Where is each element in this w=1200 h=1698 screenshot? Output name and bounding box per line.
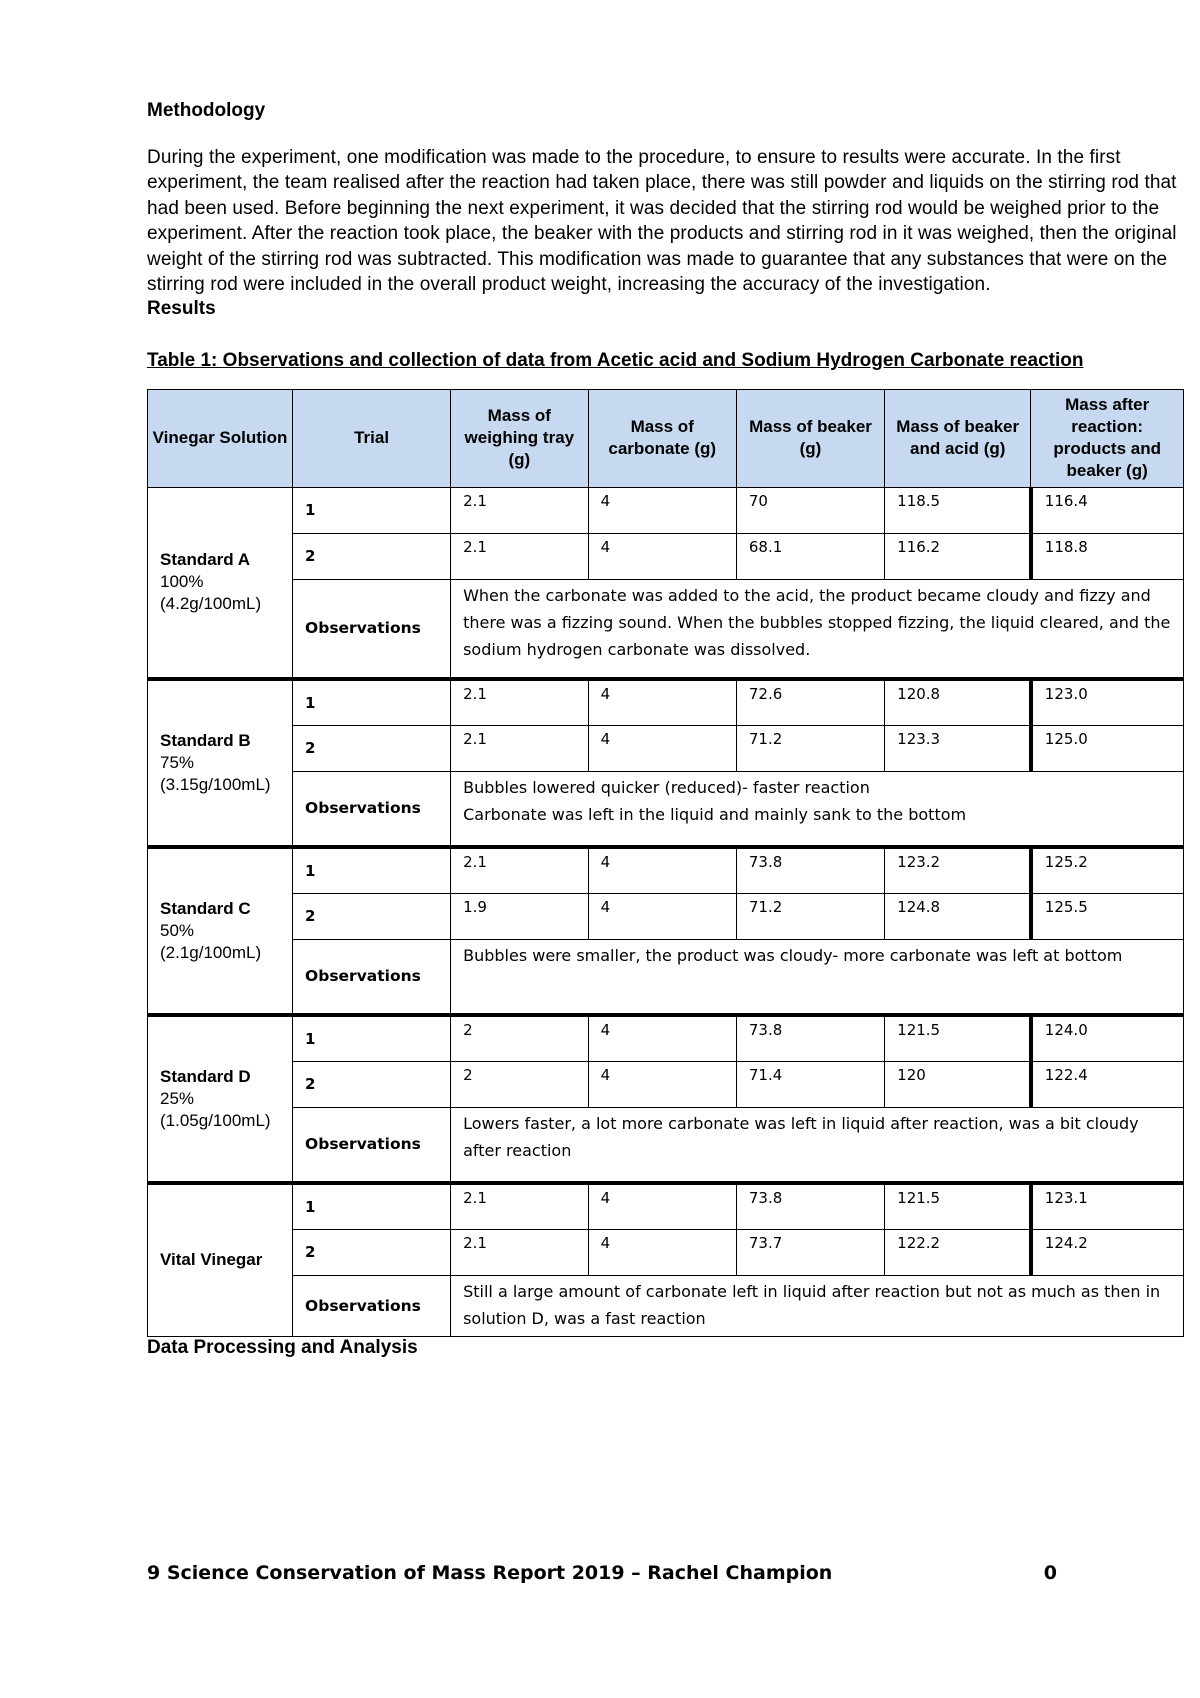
- header-solution: Vinegar Solution: [148, 389, 293, 487]
- methodology-paragraph: During the experiment, one modification was made to the procedure, to ensure to results were accurate. In the first experiment, the team realised after the reaction had taken place, there was still powder and liquids on the stirring rod that had been used. Before beginning the next experiment, it was decided that the stirring rod would be weighed prior to the experiment. After the reaction took place, the beaker with the products and stirring rod in it was weighed, then the original weight of the stirring rod was subtracted. This modification was made to guarantee that any substances that were on the stirring rod were included in the overall product weight, increasing the accuracy of the investigation.: [147, 146, 1177, 296]
- beaker-mass-cell: 73.8: [736, 1183, 884, 1229]
- beaker-mass-cell: 73.7: [736, 1229, 884, 1275]
- solution-percent: 25%: [160, 1089, 195, 1109]
- carbonate-mass-cell: 4: [588, 1015, 736, 1061]
- solution-concentration: (4.2g/100mL): [160, 594, 262, 614]
- tray-mass-cell: 2: [451, 1061, 588, 1107]
- beaker-acid-mass-cell: 123.2: [885, 847, 1031, 893]
- after-reaction-mass-cell: 125.0: [1031, 725, 1184, 771]
- table-row: [148, 1015, 1184, 1061]
- carbonate-mass-cell: 4: [588, 725, 736, 771]
- solution-cell: [148, 1015, 293, 1183]
- carbonate-mass-cell: 4: [588, 1061, 736, 1107]
- carbonate-mass-cell: 4: [588, 847, 736, 893]
- beaker-acid-mass-cell: 121.5: [885, 1015, 1031, 1061]
- beaker-acid-mass-cell: 124.8: [885, 893, 1031, 939]
- tray-mass-cell: 2: [451, 1015, 588, 1061]
- observations-label: Observations: [293, 1275, 451, 1336]
- observations-row: [148, 1275, 1184, 1336]
- tray-mass-cell: 2.1: [451, 1229, 588, 1275]
- observations-label: Observations: [293, 771, 451, 847]
- trial-cell: 1: [293, 1183, 451, 1229]
- footer-text: 9 Science Conservation of Mass Report 2019 – Rachel Champion: [147, 1562, 833, 1584]
- tray-mass-cell: 2.1: [451, 725, 588, 771]
- carbonate-mass-cell: 4: [588, 533, 736, 579]
- header-after: Mass after reaction: products and beaker (g): [1031, 389, 1184, 487]
- observations-row: [148, 1107, 1184, 1183]
- beaker-mass-cell: 73.8: [736, 847, 884, 893]
- carbonate-mass-cell: 4: [588, 1229, 736, 1275]
- solution-name: Standard B: [160, 731, 251, 751]
- carbonate-mass-cell: 4: [588, 893, 736, 939]
- observations-text: Lowers faster, a lot more carbonate was left in liquid after reaction, was a bit cloudy after reaction: [451, 1107, 1184, 1183]
- solution-percent: 50%: [160, 921, 195, 941]
- beaker-acid-mass-cell: 121.5: [885, 1183, 1031, 1229]
- solution-cell: [148, 847, 293, 1015]
- trial-cell: 1: [293, 679, 451, 725]
- beaker-acid-mass-cell: 118.5: [885, 487, 1031, 533]
- observations-row: [148, 771, 1184, 847]
- solution-cell: [148, 679, 293, 847]
- table-row: [148, 893, 1184, 939]
- solution-concentration: (1.05g/100mL): [160, 1111, 271, 1131]
- after-reaction-mass-cell: 124.0: [1031, 1015, 1184, 1061]
- header-beaker-acid: Mass of beaker and acid (g): [885, 389, 1031, 487]
- carbonate-mass-cell: 4: [588, 1183, 736, 1229]
- beaker-mass-cell: 70: [736, 487, 884, 533]
- after-reaction-mass-cell: 125.2: [1031, 847, 1184, 893]
- header-beaker: Mass of beaker (g): [736, 389, 884, 487]
- tray-mass-cell: 2.1: [451, 533, 588, 579]
- trial-cell: 2: [293, 893, 451, 939]
- beaker-acid-mass-cell: 123.3: [885, 725, 1031, 771]
- tray-mass-cell: 2.1: [451, 847, 588, 893]
- trial-cell: 1: [293, 487, 451, 533]
- table-row: [148, 1183, 1184, 1229]
- table-row: [148, 725, 1184, 771]
- after-reaction-mass-cell: 125.5: [1031, 893, 1184, 939]
- page-footer: [147, 1562, 1057, 1584]
- solution-concentration: (2.1g/100mL): [160, 943, 262, 963]
- tray-mass-cell: 1.9: [451, 893, 588, 939]
- tray-mass-cell: 2.1: [451, 487, 588, 533]
- after-reaction-mass-cell: 124.2: [1031, 1229, 1184, 1275]
- solution-percent: 75%: [160, 753, 195, 773]
- beaker-mass-cell: 68.1: [736, 533, 884, 579]
- tray-mass-cell: 2.1: [451, 1183, 588, 1229]
- beaker-mass-cell: 71.4: [736, 1061, 884, 1107]
- table-row: [148, 1061, 1184, 1107]
- trial-cell: 2: [293, 725, 451, 771]
- page-number: 0: [1043, 1562, 1057, 1584]
- methodology-heading: Methodology: [147, 100, 266, 121]
- trial-cell: 2: [293, 1061, 451, 1107]
- beaker-mass-cell: 72.6: [736, 679, 884, 725]
- beaker-acid-mass-cell: 120: [885, 1061, 1031, 1107]
- trial-cell: 1: [293, 1015, 451, 1061]
- table-row: [148, 847, 1184, 893]
- trial-cell: 2: [293, 533, 451, 579]
- solution-name: Standard D: [160, 1067, 251, 1087]
- results-heading: Results: [147, 297, 216, 319]
- solution-cell: [148, 1183, 293, 1336]
- after-reaction-mass-cell: 123.1: [1031, 1183, 1184, 1229]
- observations-label: Observations: [293, 939, 451, 1015]
- trial-cell: 2: [293, 1229, 451, 1275]
- beaker-acid-mass-cell: 120.8: [885, 679, 1031, 725]
- beaker-mass-cell: 71.2: [736, 893, 884, 939]
- tray-mass-cell: 2.1: [451, 679, 588, 725]
- solution-name: Vital Vinegar: [160, 1250, 263, 1270]
- solution-name: Standard C: [160, 899, 251, 919]
- table-row: [148, 487, 1184, 533]
- header-tray: Mass of weighing tray (g): [451, 389, 588, 487]
- trial-cell: 1: [293, 847, 451, 893]
- table-body: [148, 487, 1184, 1336]
- observations-label: Observations: [293, 1107, 451, 1183]
- beaker-acid-mass-cell: 122.2: [885, 1229, 1031, 1275]
- carbonate-mass-cell: 4: [588, 679, 736, 725]
- solution-cell: [148, 487, 293, 679]
- after-reaction-mass-cell: 122.4: [1031, 1061, 1184, 1107]
- observations-row: [148, 579, 1184, 679]
- after-reaction-mass-cell: 123.0: [1031, 679, 1184, 725]
- beaker-mass-cell: 71.2: [736, 725, 884, 771]
- observations-label: Observations: [293, 579, 451, 679]
- table-caption: Table 1: Observations and collection of data from Acetic acid and Sodium Hydrogen Carbonate reaction: [147, 349, 1084, 371]
- observations-text: Bubbles lowered quicker (reduced)- faster reaction Carbonate was left in the liquid and mainly sank to the bottom: [451, 771, 1184, 847]
- beaker-acid-mass-cell: 116.2: [885, 533, 1031, 579]
- header-trial: Trial: [293, 389, 451, 487]
- solution-concentration: (3.15g/100mL): [160, 775, 271, 795]
- beaker-mass-cell: 73.8: [736, 1015, 884, 1061]
- observations-row: [148, 939, 1184, 1015]
- results-table: [147, 389, 1184, 1337]
- table-header-row: [148, 389, 1184, 487]
- observations-text: Still a large amount of carbonate left in liquid after reaction but not as much as then in solution D, was a fast reaction: [451, 1275, 1184, 1336]
- analysis-heading: Data Processing and Analysis: [147, 1336, 418, 1358]
- header-carbonate: Mass of carbonate (g): [588, 389, 736, 487]
- observations-text: Bubbles were smaller, the product was cloudy- more carbonate was left at bottom: [451, 939, 1184, 1015]
- document-page: [147, 100, 1183, 1359]
- observations-text: When the carbonate was added to the acid, the product became cloudy and fizzy and there was a fizzing sound. When the bubbles stopped fizzing, the liquid cleared, and the sodium hydrogen carbonate was dissolved.: [451, 579, 1184, 679]
- table-row: [148, 533, 1184, 579]
- table-row: [148, 679, 1184, 725]
- solution-name: Standard A: [160, 550, 251, 570]
- carbonate-mass-cell: 4: [588, 487, 736, 533]
- solution-percent: 100%: [160, 572, 204, 592]
- table-row: [148, 1229, 1184, 1275]
- after-reaction-mass-cell: 116.4: [1031, 487, 1184, 533]
- after-reaction-mass-cell: 118.8: [1031, 533, 1184, 579]
